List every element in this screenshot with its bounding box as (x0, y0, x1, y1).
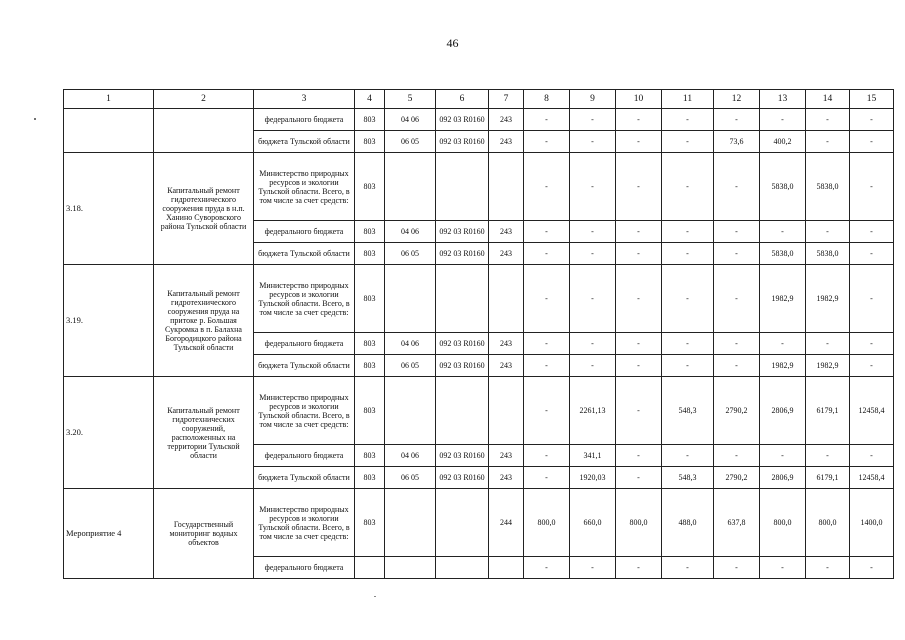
value-cell: - (662, 333, 714, 355)
value-cell: - (714, 243, 760, 265)
value-cell (489, 557, 524, 579)
header-cell: 2 (154, 90, 254, 109)
value-cell (489, 265, 524, 333)
value-cell: - (850, 445, 894, 467)
value-cell: 5838,0 (760, 243, 806, 265)
value-cell: - (850, 557, 894, 579)
page-number: 46 (446, 36, 459, 50)
value-cell: - (806, 445, 850, 467)
value-cell: 092 03 R0160 (436, 109, 489, 131)
value-cell: - (570, 355, 616, 377)
value-cell: 5838,0 (760, 153, 806, 221)
value-cell: - (760, 109, 806, 131)
scan-speck-bottom (374, 596, 376, 597)
value-cell: - (806, 221, 850, 243)
value-cell: 04 06 (385, 445, 436, 467)
value-cell: 092 03 R0160 (436, 355, 489, 377)
value-cell (489, 377, 524, 445)
value-cell: - (806, 109, 850, 131)
value-cell: 803 (355, 489, 385, 557)
value-cell: 803 (355, 333, 385, 355)
value-cell: 12458,4 (850, 377, 894, 445)
header-row (64, 90, 894, 109)
funding-source: бюджета Тульской области (254, 243, 355, 265)
value-cell (385, 377, 436, 445)
value-cell: 12458,4 (850, 467, 894, 489)
funding-source: бюджета Тульской области (254, 355, 355, 377)
value-cell: - (570, 243, 616, 265)
value-cell: 04 06 (385, 333, 436, 355)
value-cell: - (524, 265, 570, 333)
value-cell: 800,0 (616, 489, 662, 557)
header-cell: 14 (806, 90, 850, 109)
value-cell (355, 557, 385, 579)
value-cell: - (616, 109, 662, 131)
value-cell: - (616, 131, 662, 153)
value-cell: 243 (489, 467, 524, 489)
table-row-main (64, 489, 894, 557)
value-cell: 1982,9 (760, 355, 806, 377)
funding-source: Министерство природных ресурсов и экологии Тульской области. Всего, в том числе за счет средств: (254, 265, 355, 333)
value-cell: 73,6 (714, 131, 760, 153)
value-cell: - (524, 243, 570, 265)
value-cell: 092 03 R0160 (436, 467, 489, 489)
value-cell: - (570, 221, 616, 243)
value-cell: 803 (355, 243, 385, 265)
value-cell: - (714, 557, 760, 579)
value-cell (385, 265, 436, 333)
value-cell: - (850, 243, 894, 265)
value-cell: 04 06 (385, 109, 436, 131)
value-cell: 2806,9 (760, 467, 806, 489)
value-cell: 803 (355, 377, 385, 445)
header-cell: 7 (489, 90, 524, 109)
row-description: Капитальный ремонт гидротехнического сооружения пруда в н.п. Ханино Суворовского района Тульской области (154, 153, 254, 265)
value-cell: 244 (489, 489, 524, 557)
value-cell: 04 06 (385, 221, 436, 243)
value-cell: - (662, 131, 714, 153)
value-cell: 092 03 R0160 (436, 333, 489, 355)
value-cell: - (524, 131, 570, 153)
value-cell: - (662, 243, 714, 265)
value-cell: 803 (355, 265, 385, 333)
value-cell: 2806,9 (760, 377, 806, 445)
value-cell: 637,8 (714, 489, 760, 557)
value-cell: 2790,2 (714, 467, 760, 489)
value-cell: 243 (489, 221, 524, 243)
value-cell: - (806, 557, 850, 579)
value-cell: 803 (355, 153, 385, 221)
header-cell: 6 (436, 90, 489, 109)
value-cell: 5838,0 (806, 243, 850, 265)
value-cell: - (524, 355, 570, 377)
value-cell: - (616, 153, 662, 221)
table-row-sub (64, 109, 894, 131)
value-cell: - (662, 109, 714, 131)
table-row-main (64, 153, 894, 221)
value-cell: 548,3 (662, 377, 714, 445)
value-cell: - (714, 109, 760, 131)
value-cell: - (662, 265, 714, 333)
value-cell: 1400,0 (850, 489, 894, 557)
funding-source: бюджета Тульской области (254, 131, 355, 153)
value-cell: - (714, 355, 760, 377)
value-cell: - (714, 265, 760, 333)
value-cell: 803 (355, 221, 385, 243)
value-cell: 092 03 R0160 (436, 445, 489, 467)
header-cell: 8 (524, 90, 570, 109)
value-cell: - (570, 333, 616, 355)
value-cell: - (524, 467, 570, 489)
row-description (154, 109, 254, 153)
funding-source: Министерство природных ресурсов и экологии Тульской области. Всего, в том числе за счет средств: (254, 489, 355, 557)
header-cell: 3 (254, 90, 355, 109)
row-code (64, 109, 154, 153)
value-cell: - (524, 221, 570, 243)
funding-source: Министерство природных ресурсов и экологии Тульской области. Всего, в том числе за счет средств: (254, 153, 355, 221)
value-cell: - (662, 153, 714, 221)
budget-table (63, 89, 894, 579)
value-cell: - (616, 445, 662, 467)
header-cell: 10 (616, 90, 662, 109)
funding-source: федерального бюджета (254, 109, 355, 131)
funding-source: федерального бюджета (254, 445, 355, 467)
value-cell: - (850, 153, 894, 221)
value-cell: - (806, 131, 850, 153)
value-cell: 6179,1 (806, 377, 850, 445)
value-cell: 800,0 (524, 489, 570, 557)
scan-speck (34, 118, 36, 120)
value-cell: - (616, 467, 662, 489)
value-cell (385, 489, 436, 557)
funding-source: федерального бюджета (254, 221, 355, 243)
row-code: 3.19. (64, 265, 154, 377)
value-cell: 243 (489, 109, 524, 131)
value-cell: - (570, 131, 616, 153)
value-cell: - (850, 131, 894, 153)
value-cell: 092 03 R0160 (436, 221, 489, 243)
value-cell: 5838,0 (806, 153, 850, 221)
value-cell: - (616, 221, 662, 243)
header-cell: 13 (760, 90, 806, 109)
value-cell: 800,0 (760, 489, 806, 557)
value-cell: 243 (489, 243, 524, 265)
row-description: Капитальный ремонт гидротехнических сооружений, расположенных на территории Тульской области (154, 377, 254, 489)
value-cell: 400,2 (760, 131, 806, 153)
value-cell: 2790,2 (714, 377, 760, 445)
value-cell: 243 (489, 355, 524, 377)
value-cell: - (850, 221, 894, 243)
value-cell: 341,1 (570, 445, 616, 467)
value-cell: 1982,9 (760, 265, 806, 333)
value-cell: - (850, 355, 894, 377)
header-cell: 4 (355, 90, 385, 109)
value-cell: - (524, 153, 570, 221)
value-cell: - (850, 265, 894, 333)
value-cell: - (662, 355, 714, 377)
value-cell: 1982,9 (806, 265, 850, 333)
row-description: Государственный мониторинг водных объектов (154, 489, 254, 579)
value-cell (436, 265, 489, 333)
value-cell: 6179,1 (806, 467, 850, 489)
header-cell: 5 (385, 90, 436, 109)
value-cell: 06 05 (385, 243, 436, 265)
value-cell: - (760, 557, 806, 579)
value-cell: - (760, 445, 806, 467)
funding-source: бюджета Тульской области (254, 467, 355, 489)
value-cell: - (524, 333, 570, 355)
value-cell: 803 (355, 355, 385, 377)
funding-source: федерального бюджета (254, 557, 355, 579)
value-cell: - (570, 153, 616, 221)
value-cell: 06 05 (385, 131, 436, 153)
header-cell: 12 (714, 90, 760, 109)
value-cell: - (806, 333, 850, 355)
value-cell: 243 (489, 131, 524, 153)
value-cell: - (524, 109, 570, 131)
value-cell: 06 05 (385, 355, 436, 377)
header-cell: 1 (64, 90, 154, 109)
value-cell: - (850, 333, 894, 355)
header-cell: 11 (662, 90, 714, 109)
value-cell: - (714, 333, 760, 355)
value-cell (385, 153, 436, 221)
table-row-main (64, 265, 894, 333)
value-cell: 092 03 R0160 (436, 131, 489, 153)
value-cell: - (524, 557, 570, 579)
header-cell: 15 (850, 90, 894, 109)
value-cell: 243 (489, 333, 524, 355)
row-code: Мероприятие 4 (64, 489, 154, 579)
value-cell: 803 (355, 467, 385, 489)
value-cell: - (616, 265, 662, 333)
value-cell: 1982,9 (806, 355, 850, 377)
value-cell: - (760, 221, 806, 243)
value-cell (436, 153, 489, 221)
value-cell: 06 05 (385, 467, 436, 489)
value-cell: - (524, 445, 570, 467)
value-cell: - (662, 221, 714, 243)
value-cell (385, 557, 436, 579)
value-cell: 2261,13 (570, 377, 616, 445)
header-cell: 9 (570, 90, 616, 109)
value-cell: - (570, 557, 616, 579)
value-cell: - (524, 377, 570, 445)
value-cell: - (850, 109, 894, 131)
value-cell: 660,0 (570, 489, 616, 557)
value-cell: 803 (355, 445, 385, 467)
value-cell: 488,0 (662, 489, 714, 557)
value-cell: 092 03 R0160 (436, 243, 489, 265)
value-cell (436, 489, 489, 557)
value-cell: - (570, 265, 616, 333)
value-cell: 803 (355, 109, 385, 131)
row-code: 3.20. (64, 377, 154, 489)
value-cell (436, 377, 489, 445)
value-cell: 1920,03 (570, 467, 616, 489)
value-cell: 803 (355, 131, 385, 153)
value-cell: 243 (489, 445, 524, 467)
value-cell: - (714, 445, 760, 467)
value-cell: - (760, 333, 806, 355)
value-cell (489, 153, 524, 221)
row-code: 3.18. (64, 153, 154, 265)
value-cell: - (616, 243, 662, 265)
table-row-main (64, 377, 894, 445)
value-cell: - (616, 557, 662, 579)
value-cell (436, 557, 489, 579)
value-cell: - (616, 355, 662, 377)
value-cell: - (662, 557, 714, 579)
value-cell: - (616, 377, 662, 445)
value-cell: - (714, 153, 760, 221)
value-cell: - (662, 445, 714, 467)
value-cell: - (714, 221, 760, 243)
value-cell: - (570, 109, 616, 131)
value-cell: 800,0 (806, 489, 850, 557)
funding-source: федерального бюджета (254, 333, 355, 355)
value-cell: - (616, 333, 662, 355)
row-description: Капитальный ремонт гидротехнического сооружения пруда на притоке р. Большая Сукромка в п. Балахна Богородицкого района Тульской области (154, 265, 254, 377)
value-cell: 548,3 (662, 467, 714, 489)
funding-source: Министерство природных ресурсов и экологии Тульской области. Всего, в том числе за счет средств: (254, 377, 355, 445)
